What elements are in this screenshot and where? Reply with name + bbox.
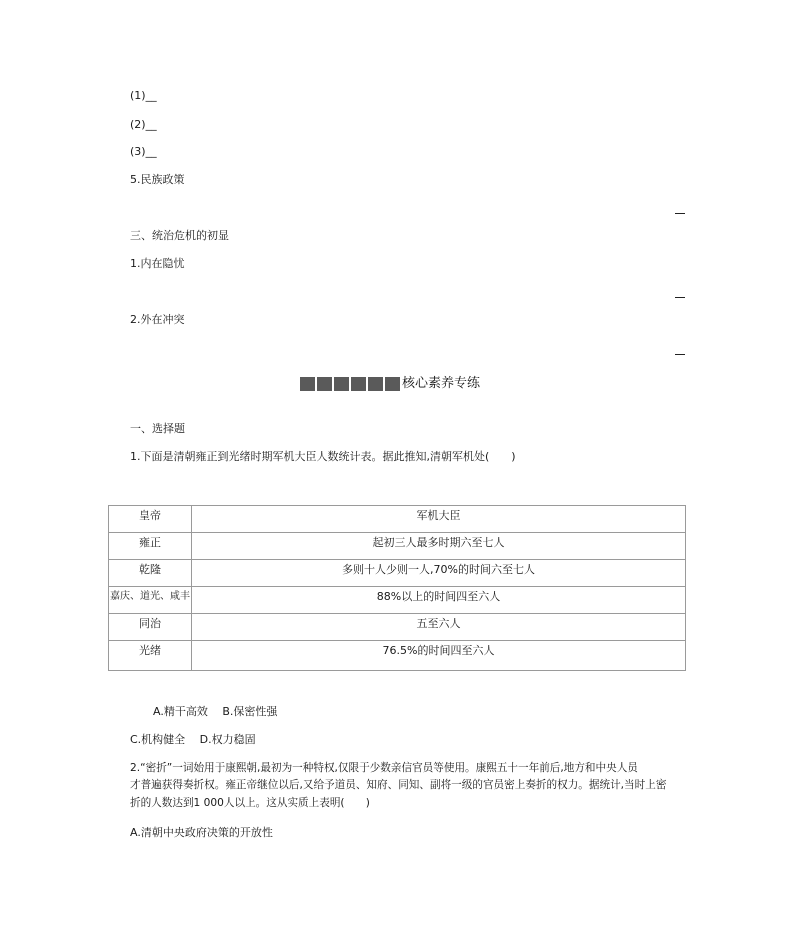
question-2-line-2: 才普遍获得奏折权。雍正帝继位以后,又给予道员、知府、同知、副将一级的官员密上奏折的权力。据统计,当时上密: [130, 779, 667, 791]
part-1-title: 一、选择题: [130, 422, 185, 435]
question-1-options-ab: A.精干高效 B.保密性强: [153, 705, 278, 718]
table-cell: 起初三人最多时期六至七人: [192, 533, 686, 560]
question-2-line-1: 2.“密折”一词始用于康熙朝,最初为一种特权,仅限于少数亲信官员等使用。康熙五十一年前后,地方和中央人员: [130, 762, 638, 774]
table-cell: 乾隆: [109, 560, 192, 587]
core-literacy-heading: [300, 376, 480, 392]
table-cell: 同治: [109, 614, 192, 641]
table-cell: 多则十人少则一人,70%的时间六至七人: [192, 560, 686, 587]
answer-line-1: [675, 213, 685, 214]
table-header-emperor: 皇帝: [109, 506, 192, 533]
military-council-table: [108, 505, 686, 671]
blank-1: (1)__: [130, 89, 157, 102]
question-2-line-3: 折的人数达到1 000人以上。这从实质上表明( ): [130, 797, 370, 809]
blank-2: (2)__: [130, 118, 157, 131]
table-cell: 五至六人: [192, 614, 686, 641]
table-cell: 雍正: [109, 533, 192, 560]
blank-3: (3)__: [130, 145, 157, 158]
table-header-ministers: 军机大臣: [192, 506, 686, 533]
heading-decoration: [300, 377, 400, 391]
table-row: [109, 533, 686, 560]
subsection-1-title: 1.内在隐忧: [130, 257, 185, 270]
section-3-title: 三、统治危机的初显: [130, 229, 229, 242]
question-1: 1.下面是清朝雍正到光绪时期军机大臣人数统计表。据此推知,清朝军机处( ): [130, 450, 516, 463]
question-1-options-cd: C.机构健全 D.权力稳固: [130, 733, 256, 746]
table-cell: 76.5%的时间四至六人: [192, 641, 686, 671]
table-row: [109, 560, 686, 587]
table-cell: 嘉庆、道光、咸丰: [109, 587, 192, 614]
table-row: [109, 614, 686, 641]
table-cell: 88%以上的时间四至六人: [192, 587, 686, 614]
core-heading-text: 核心素养专练: [402, 376, 481, 391]
subsection-2-title: 2.外在冲突: [130, 313, 185, 326]
table-cell: 光绪: [109, 641, 192, 671]
question-2-option-a: A.清朝中央政府决策的开放性: [130, 826, 273, 839]
table-row: [109, 641, 686, 671]
table-row: [109, 587, 686, 614]
section-5-title: 5.民族政策: [130, 173, 185, 186]
table-header-row: [109, 506, 686, 533]
answer-line-3: [675, 354, 685, 355]
answer-line-2: [675, 297, 685, 298]
